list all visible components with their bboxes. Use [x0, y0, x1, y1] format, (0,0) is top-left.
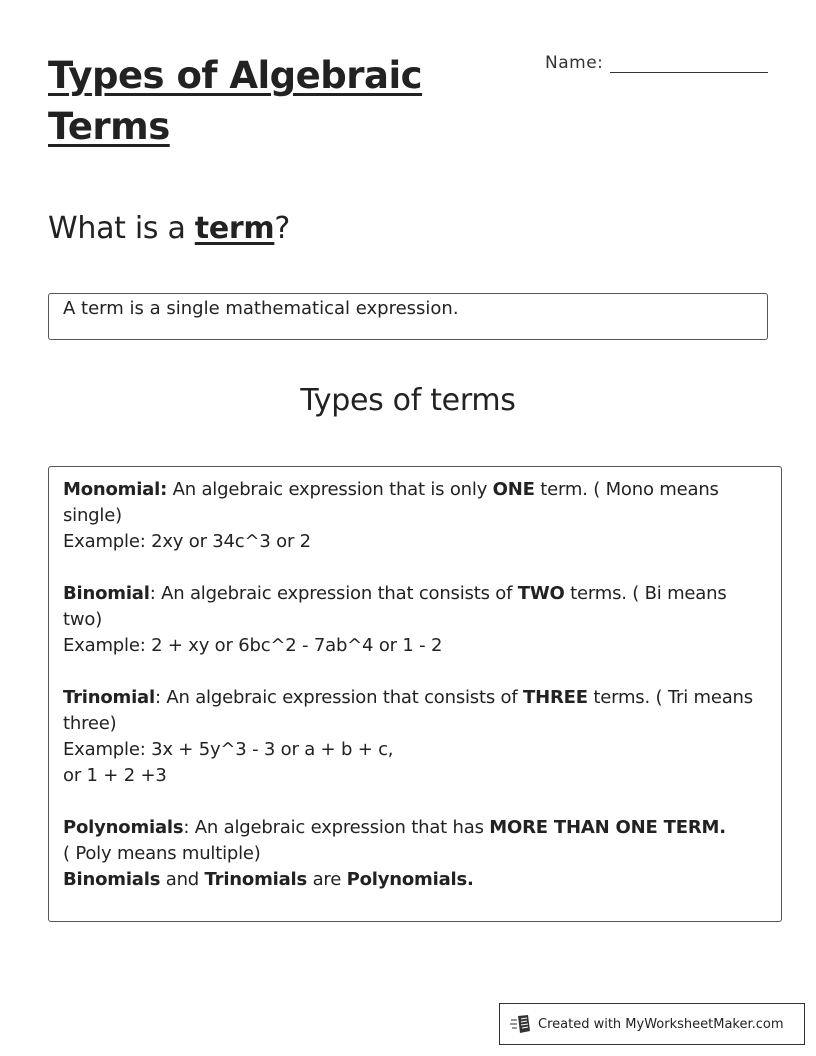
type-emph: THREE: [523, 687, 588, 708]
section-heading: Types of terms: [300, 383, 516, 418]
name-label: Name:: [545, 53, 604, 73]
type-desc: terms. ( Bi means two): [63, 583, 727, 630]
name-input-line[interactable]: [610, 54, 768, 73]
type-binomial: [63, 581, 767, 659]
type-name: Polynomials: [63, 817, 184, 838]
summary-text: are: [307, 869, 347, 890]
question-heading: [48, 211, 290, 246]
type-name: Trinomial: [63, 687, 155, 708]
type-desc: term. ( Mono means single): [63, 479, 719, 526]
type-example: or 1 + 2 +3: [63, 765, 167, 786]
type-desc: terms. ( Tri means three): [63, 687, 753, 734]
summary-trinomials: Trinomials: [204, 869, 308, 890]
type-emph: TWO: [517, 583, 565, 604]
types-box: [48, 466, 782, 922]
summary-text: and: [160, 869, 205, 890]
summary-polynomials: Polynomials.: [346, 869, 474, 890]
footer-text: Created with MyWorksheetMaker.com: [538, 1016, 784, 1032]
footer-badge[interactable]: [499, 1003, 805, 1045]
worksheet-maker-logo-icon: [510, 1014, 532, 1034]
type-example: Example: 2xy or 34c^3 or 2: [63, 531, 311, 552]
type-desc: : An algebraic expression that has: [183, 817, 490, 838]
type-example: Example: 3x + 5y^3 - 3 or a + b + c,: [63, 739, 394, 760]
type-trinomial: [63, 685, 767, 789]
worksheet-title: Types of Algebraic Terms: [48, 54, 423, 148]
type-desc: : An algebraic expression that consists of: [154, 687, 524, 708]
name-field: [545, 53, 768, 73]
type-emph: MORE THAN ONE TERM.: [489, 817, 726, 838]
type-note: ( Poly means multiple): [63, 843, 261, 864]
definition-box: [48, 293, 768, 340]
question-suffix: ?: [274, 211, 290, 246]
summary-binomials: Binomials: [63, 869, 161, 890]
type-polynomials: [63, 815, 767, 893]
question-keyword: term: [194, 211, 275, 246]
type-example: Example: 2 + xy or 6bc^2 - 7ab^4 or 1 - 2: [63, 635, 443, 656]
definition-text: A term is a single mathematical expression.: [63, 298, 459, 319]
type-monomial: [63, 477, 767, 555]
type-desc: An algebraic expression that is only: [167, 479, 493, 500]
type-name: Monomial:: [63, 479, 168, 500]
type-emph: ONE: [492, 479, 535, 500]
type-name: Binomial: [63, 583, 150, 604]
question-prefix: What is a: [48, 211, 195, 246]
type-desc: : An algebraic expression that consists of: [149, 583, 518, 604]
